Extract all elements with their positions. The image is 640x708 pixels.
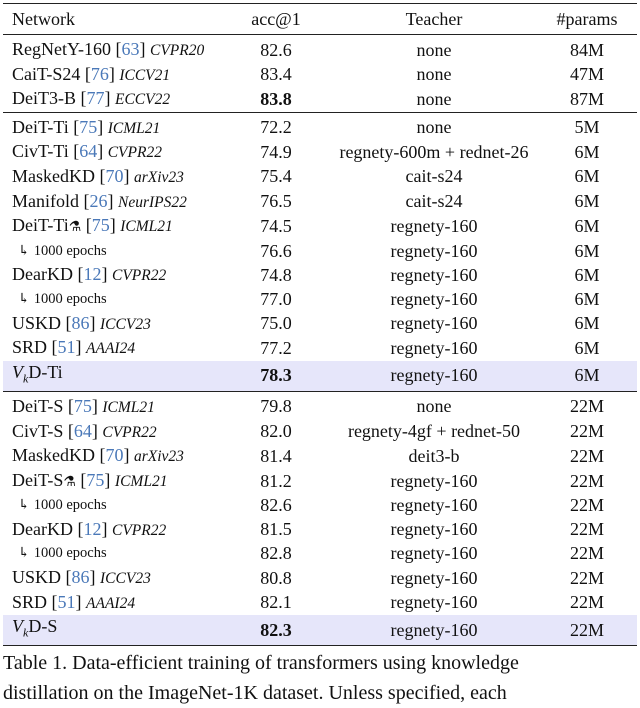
citation-link[interactable]: 75 <box>79 116 98 137</box>
venue-label: arXiv23 <box>134 448 184 466</box>
acc-cell: 76.6 <box>260 240 292 261</box>
citation-link[interactable]: 76 <box>90 63 109 84</box>
sub-row-label: 1000 epochs <box>33 497 107 514</box>
table-row-highlighted <box>3 615 637 646</box>
acc-cell: 76.5 <box>260 191 292 212</box>
network-cell: CaiT-S24 [76] ICCV21 <box>12 63 171 84</box>
params-cell: 22M <box>569 592 604 613</box>
citation-link[interactable]: 51 <box>57 337 76 358</box>
table-row <box>3 214 637 240</box>
table-row <box>3 591 637 616</box>
acc-cell-best: 83.8 <box>260 88 292 109</box>
acc-cell: 74.9 <box>260 141 292 162</box>
teacher-cell: none <box>416 88 452 109</box>
sub-row-arrow-icon: ↳ <box>18 291 30 307</box>
citation-link[interactable]: 70 <box>105 165 124 186</box>
sub-row-arrow-icon: ↳ <box>18 243 30 259</box>
teacher-cell: regnety-600m + rednet-26 <box>339 141 529 162</box>
acc-cell: 81.4 <box>260 445 292 466</box>
teacher-cell: regnety-160 <box>390 337 478 358</box>
table-row <box>3 469 637 495</box>
header-network: Network <box>3 4 221 35</box>
teacher-cell: regnety-160 <box>390 264 478 285</box>
network-name: DeiT-Ti <box>12 215 69 236</box>
venue-label: ICCV23 <box>100 570 151 588</box>
teacher-cell: regnety-160 <box>331 361 537 392</box>
venue-label: ICCV21 <box>119 66 171 84</box>
citation-link[interactable]: 64 <box>73 420 92 441</box>
teacher-cell: regnety-4gf + rednet-50 <box>347 421 521 441</box>
params-cell: 22M <box>569 543 604 564</box>
citation-link[interactable]: 12 <box>83 518 102 539</box>
network-name: SRD <box>12 591 48 612</box>
network-cell <box>3 542 221 566</box>
citation-link[interactable]: 26 <box>89 190 108 211</box>
acc-cell: 77.0 <box>260 288 292 309</box>
venue-label: CVPR22 <box>102 423 157 441</box>
header-teacher: Teacher <box>331 4 537 35</box>
results-table-container <box>3 3 637 646</box>
params-cell: 87M <box>569 88 604 109</box>
table-row <box>3 391 637 419</box>
table-row-highlighted <box>3 361 637 392</box>
venue-label: NeurIPS22 <box>118 193 187 211</box>
teacher-cell: regnety-160 <box>390 240 478 261</box>
citation-link[interactable]: 77 <box>86 88 105 109</box>
table-row <box>3 165 637 190</box>
teacher-cell: regnety-160 <box>390 592 478 613</box>
params-cell: 6M <box>574 191 600 212</box>
params-cell: 22M <box>569 495 604 516</box>
acc-cell: 75.0 <box>260 313 292 334</box>
table-row <box>3 87 637 112</box>
params-cell: 6M <box>537 361 637 392</box>
params-cell: 84M <box>569 39 604 60</box>
teacher-cell: cait-s24 <box>405 166 463 187</box>
table-row <box>3 263 637 288</box>
params-cell: 6M <box>574 337 600 358</box>
citation-link[interactable]: 63 <box>121 39 140 59</box>
acc-cell: 75.4 <box>260 166 292 187</box>
network-name: Manifold <box>12 190 79 211</box>
params-cell: 6M <box>574 141 600 162</box>
method-k: k <box>23 625 29 640</box>
acc-cell-best: 82.3 <box>221 615 331 646</box>
network-cell: RegNetY-160 [63] CVPR20 <box>12 39 205 59</box>
teacher-cell: regnety-160 <box>390 567 478 588</box>
citation-link[interactable]: 75 <box>91 215 110 236</box>
params-cell: 6M <box>574 313 600 334</box>
sub-row-label: 1000 epochs <box>33 545 107 562</box>
method-suffix: D-Ti <box>28 361 63 382</box>
table-row <box>3 140 637 165</box>
citation-link[interactable]: 86 <box>71 312 90 333</box>
network-name: DeiT-S <box>12 469 64 490</box>
citation-link[interactable]: 12 <box>83 264 102 285</box>
citation-link[interactable]: 51 <box>57 591 76 612</box>
params-cell: 22M <box>537 615 637 646</box>
network-cell: SRD [51] AAAI24 <box>12 337 136 358</box>
teacher-cell: regnety-160 <box>390 495 478 516</box>
venue-label: CVPR22 <box>107 144 162 162</box>
venue-label: AAAI24 <box>86 594 136 612</box>
acc-cell: 82.6 <box>260 495 292 516</box>
method-k: k <box>23 371 29 386</box>
acc-cell-best: 78.3 <box>221 361 331 392</box>
venue-label: ICML21 <box>107 119 161 137</box>
network-cell <box>3 494 221 518</box>
teacher-cell: none <box>331 112 537 140</box>
table-header-row <box>3 4 637 35</box>
network-name: DeiT-Ti <box>12 116 69 137</box>
citation-link[interactable]: 75 <box>73 395 92 416</box>
params-cell: 6M <box>574 166 600 187</box>
table-row <box>3 444 637 469</box>
network-cell: CivT-S [64] CVPR22 <box>12 420 157 441</box>
distillation-icon: ⚗ <box>68 220 82 236</box>
params-cell: 6M <box>574 264 600 285</box>
network-cell: DearKD [12] CVPR22 <box>12 264 167 285</box>
network-name: USKD <box>12 567 62 588</box>
acc-cell: 74.8 <box>260 264 292 285</box>
network-cell: Manifold [26] NeurIPS22 <box>12 190 187 211</box>
teacher-cell: cait-s24 <box>405 191 463 212</box>
method-v: V <box>12 616 23 637</box>
acc-cell: 74.5 <box>260 216 292 237</box>
venue-label: ICCV23 <box>100 315 151 333</box>
params-cell: 22M <box>569 445 604 466</box>
params-cell: 5M <box>537 112 637 140</box>
teacher-cell: deit3-b <box>408 445 460 466</box>
table-row <box>3 112 637 140</box>
network-cell: DearKD [12] CVPR22 <box>12 518 167 539</box>
params-cell: 22M <box>569 567 604 588</box>
network-name: DearKD <box>12 518 73 539</box>
acc-cell: 82.8 <box>260 543 292 564</box>
params-cell: 6M <box>574 288 600 309</box>
params-cell: 22M <box>569 421 604 441</box>
table-row <box>3 190 637 215</box>
method-v: V <box>12 361 23 382</box>
network-cell: DeiT-Ti⚗ [75] ICML21 <box>12 215 173 236</box>
network-name: DeiT-S <box>12 395 64 416</box>
venue-label: ECCV22 <box>114 91 171 109</box>
params-cell: 6M <box>574 216 600 237</box>
citation-link[interactable]: 70 <box>105 445 124 466</box>
network-name: RegNetY-160 <box>12 39 111 59</box>
table-row <box>3 336 637 361</box>
acc-cell: 82.6 <box>260 39 292 60</box>
params-cell: 22M <box>537 391 637 419</box>
venue-label: CVPR22 <box>111 521 167 539</box>
header-params: #params <box>537 4 637 35</box>
acc-cell: 79.8 <box>221 391 331 419</box>
network-cell: DeiT3-B [77] ECCV22 <box>12 88 171 109</box>
table-row <box>3 35 637 63</box>
table-row <box>3 420 637 445</box>
venue-label: ICML21 <box>102 398 155 416</box>
network-name: USKD <box>12 312 62 333</box>
sub-row-arrow-icon: ↳ <box>18 498 30 514</box>
venue-label: AAAI24 <box>86 340 136 358</box>
teacher-cell: regnety-160 <box>390 470 478 491</box>
teacher-cell: regnety-160 <box>390 216 478 237</box>
method-suffix: D-S <box>28 616 58 637</box>
acc-cell: 72.2 <box>221 112 331 140</box>
network-cell: MaskedKD [70] arXiv23 <box>12 445 184 466</box>
acc-cell: 83.4 <box>260 64 292 85</box>
teacher-cell: none <box>331 391 537 419</box>
network-cell: SRD [51] AAAI24 <box>12 591 136 612</box>
citation-link[interactable]: 86 <box>71 567 90 588</box>
network-cell <box>3 615 221 646</box>
network-cell: DeiT-S⚗ [75] ICML21 <box>12 469 168 490</box>
table-row <box>3 63 637 88</box>
network-name: DearKD <box>12 264 73 285</box>
distillation-icon: ⚗ <box>63 474 76 490</box>
citation-link[interactable]: 64 <box>79 141 98 162</box>
venue-label: CVPR20 <box>149 42 205 59</box>
table-row <box>3 518 637 543</box>
network-cell: USKD [86] ICCV23 <box>12 312 151 333</box>
params-cell: 47M <box>569 64 604 85</box>
sub-row-label: 1000 epochs <box>33 290 107 307</box>
params-cell: 22M <box>569 519 604 540</box>
teacher-cell: none <box>416 39 452 60</box>
acc-cell: 82.0 <box>260 421 292 441</box>
table-row <box>3 542 637 566</box>
table-row <box>3 566 637 591</box>
acc-cell: 80.8 <box>260 567 292 588</box>
teacher-cell: regnety-160 <box>331 615 537 646</box>
acc-cell: 81.2 <box>260 470 292 491</box>
table-row <box>3 240 637 264</box>
venue-label: ICML21 <box>120 218 173 236</box>
results-table <box>3 3 637 646</box>
network-cell: MaskedKD [70] arXiv23 <box>12 165 184 186</box>
teacher-cell: regnety-160 <box>390 543 478 564</box>
caption-line-2: distillation on the ImageNet-1K dataset. Unless specified, each <box>3 682 507 704</box>
network-cell: CivT-Ti [64] CVPR22 <box>12 141 162 162</box>
network-name: CivT-Ti <box>12 141 69 162</box>
network-name: SRD <box>12 337 48 358</box>
caption-line-1: Table 1. Data-efficient training of transformers using knowledge <box>3 652 519 674</box>
venue-label: arXiv23 <box>134 168 184 186</box>
network-name: MaskedKD <box>12 445 95 466</box>
teacher-cell: regnety-160 <box>390 313 478 334</box>
table-caption <box>3 648 640 708</box>
network-name: CaiT-S24 <box>12 63 81 84</box>
teacher-cell: none <box>416 64 452 85</box>
network-cell <box>3 240 221 264</box>
params-cell: 22M <box>569 470 604 491</box>
network-name: MaskedKD <box>12 165 95 186</box>
params-cell: 6M <box>574 240 600 261</box>
network-cell <box>3 288 221 312</box>
network-name: CivT-S <box>12 420 64 441</box>
venue-label: ICML21 <box>114 472 168 490</box>
table-row <box>3 288 637 312</box>
header-acc: acc@1 <box>221 4 331 35</box>
teacher-cell: regnety-160 <box>390 288 478 309</box>
venue-label: CVPR22 <box>111 267 167 285</box>
table-row <box>3 494 637 518</box>
sub-row-arrow-icon: ↳ <box>18 546 30 562</box>
sub-row-label: 1000 epochs <box>33 242 107 259</box>
citation-link[interactable]: 75 <box>86 469 105 490</box>
network-name: DeiT3-B <box>12 88 76 109</box>
network-cell: DeiT-Ti [75] ICML21 <box>3 112 221 140</box>
network-cell: USKD [86] ICCV23 <box>12 567 151 588</box>
acc-cell: 81.5 <box>260 519 292 540</box>
table-row <box>3 312 637 337</box>
teacher-cell: regnety-160 <box>390 519 478 540</box>
network-cell: DeiT-S [75] ICML21 <box>3 391 221 419</box>
acc-cell: 77.2 <box>260 337 292 358</box>
network-cell <box>3 361 221 392</box>
acc-cell: 82.1 <box>260 592 292 613</box>
